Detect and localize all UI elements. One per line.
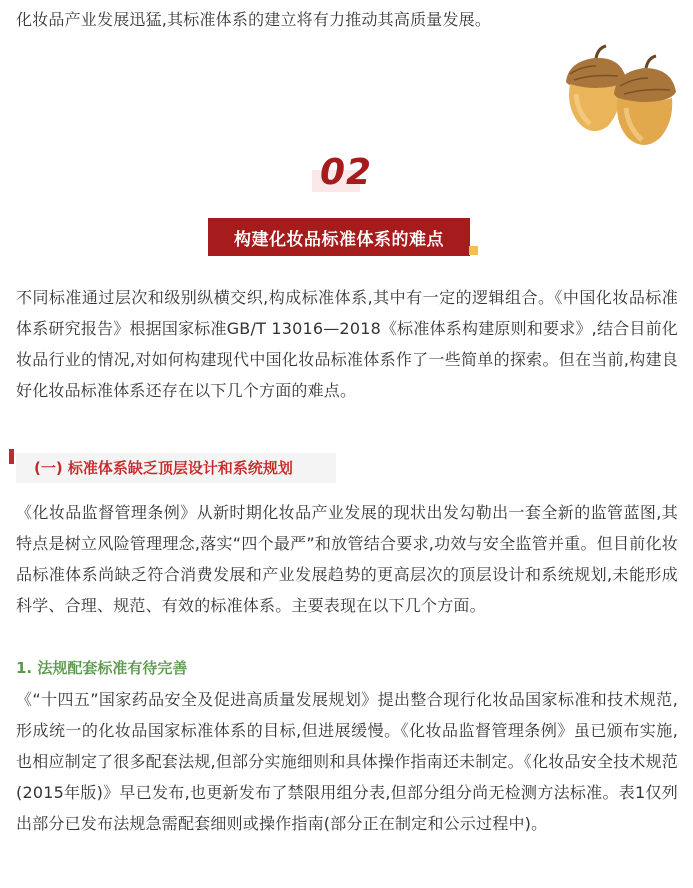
- paragraph-1: 不同标准通过层次和级别纵横交织,构成标准体系,其中有一定的逻辑组合。《中国化妆品标准体系研究报告》根据国家标准GB/T 13016—2018《标准体系构建原则和要求》,结合目前化妆品行业的情况,对如何构建现代中国化妆品标准体系作了一些简单的探索。但在当前,构建良好化妆品标准体系还存在以下几个方面的难点。: [16, 288, 678, 400]
- acorn-illustration: [562, 44, 678, 150]
- section-title: 构建化妆品标准体系的难点: [208, 218, 470, 256]
- section-title-corner-decoration: [469, 246, 478, 255]
- intro-paragraph: 化妆品产业发展迅猛,其标准体系的建立将有力推动其高质量发展。: [16, 10, 492, 29]
- section-number: 02: [320, 152, 373, 193]
- item-title: 1. 法规配套标准有待完善: [16, 659, 188, 677]
- subsection-title: (一) 标准体系缺乏顶层设计和系统规划: [34, 459, 293, 477]
- paragraph-3: 《“十四五”国家药品安全及促进高质量发展规划》提出整合现行化妆品国家标准和技术规范,形成统一的化妆品国家标准体系的目标,但进展缓慢。《化妆品监督管理条例》虽已颁布实施,也相应制定了很多配套法规,但部分实施细则和具体操作指南还未制定。《化妆品安全技术规范(2015年版)》早已发布,也更新发布了禁限用组分表,但部分组分尚无检测方法标准。表1仅列出部分已发布法规急需配套细则或操作指南(部分正在制定和公示过程中)。: [16, 690, 678, 833]
- paragraph-2: 《化妆品监督管理条例》从新时期化妆品产业发展的现状出发勾勒出一套全新的监管蓝图,其特点是树立风险管理理念,落实“四个最严”和放管结合要求,功效与安全监管并重。但目前化妆品标准体系尚缺乏符合消费发展和产业发展趋势的更高层次的顶层设计和系统规划,未能形成科学、合理、规范、有效的标准体系。主要表现在以下几个方面。: [16, 503, 678, 615]
- subsection-marker: [9, 449, 14, 464]
